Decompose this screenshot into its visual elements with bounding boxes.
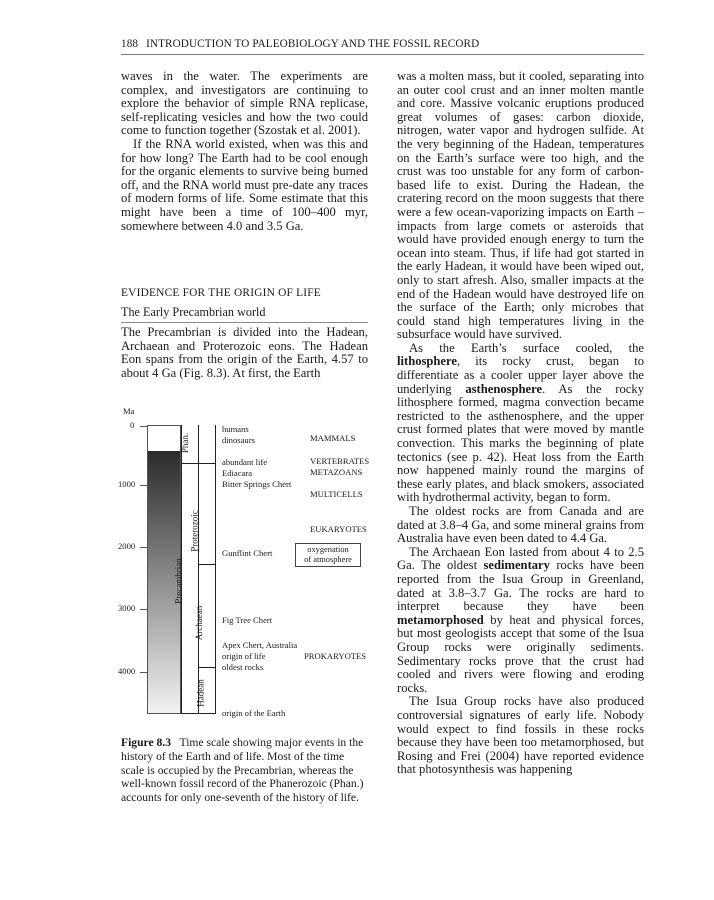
event-label: Bitter Springs Chert [222,479,292,489]
group-label: PROKARYOTES [304,651,367,661]
paragraph: The Precambrian is divided into the Hadean, Archaean and Proterozoic eons. The Hadean Eon spans from the origin of the Earth, 4.57 to about 4 Ga (Fig. 8.3). At first, the Earth [121,325,368,380]
tick-label: 4000 [118,666,136,676]
axis-label: Ma [123,406,135,416]
group-label: METAZOANS [310,467,363,477]
text-run: rocks have been reported from the Isua Group in Greenland, dated at 3.8–3.7 Ga. The rocks are hard to interpret because they have been [397,558,644,614]
era-label-precambrian: Precambrian [173,558,184,604]
left-column-top [121,70,368,233]
box-line: oxygenation [307,545,349,554]
text-run: . As the rocky lithosphere formed, magma convection became restricted to the asthenosphere, and the upper crust formed plates that were moved by mantle convection. This marks the beginning of plate tectonics (see p. 42). Heat loss from the Earth now happened mainly round the margins of these early plates, and black smokers, associated with hydrothermal activity, began to form. [397,381,644,505]
paragraph: The Isua Group rocks have also produced controversial signatures of early life. Nobody would expect to find fossils in these rocks because they have been too metamorphosed, but Rosing and Frei (2004) have reported evidence that photosynthesis was happening [397,694,644,777]
era-divider [198,667,216,668]
event-label: dinosaurs [222,435,255,445]
bold-term: sedimentary [483,558,550,573]
paragraph: waves in the water. The experiments are complex, and investigators are continuing to explore the behavior of simple RNA replicase, self-replicating vesicles and how the two could come to function together (Szostak et al. 2001). [121,69,368,138]
era-divider [215,425,216,714]
left-column-body [121,326,368,380]
group-label: MAMMALS [310,433,356,443]
paragraph [397,342,644,505]
event-label: origin of the Earth [222,708,286,718]
text-run: The Archaean Eon lasted from about 4 to 2.5 Ga. The oldest [397,544,644,573]
era-label-phan: Phan. [180,432,191,454]
text-run: , its rocky crust, began to differentiate as a cooler upper layer above the underlying [397,354,644,396]
era-label-archaean: Archaean [194,605,205,641]
figure-time-scale [110,406,380,730]
event-label: Apex Chert, Australia [222,640,298,650]
group-label: EUKARYOTES [310,524,367,534]
running-header [121,38,644,55]
paragraph [397,546,644,696]
event-label: oldest rocks [222,662,264,672]
bold-term: metamorphosed [397,612,484,627]
caption-text: Time scale showing major events in the history of the Earth and of life. Most of the time scale is occupied by the Precambrian, whereas the well-known fossil record of the Phanerozoic (Phan.) accounts for only one-seventh of the history of life. [121,736,364,805]
paragraph: The oldest rocks are from Canada and are dated at 3.8–4 Ga, and some mineral grains from Australia have even been dated to 4.4 Ga. [397,504,644,546]
event-label: Fig Tree Chert [222,615,273,625]
event-label: Ediacara [222,468,253,478]
event-label: origin of life [222,651,266,661]
caption-label: Figure 8.3 [121,736,172,749]
paragraph: was a molten mass, but it cooled, separating into an outer cool crust and an inner molten mantle and core. Massive volcanic eruptions produced great volumes of gases: carbon dioxide, nitrogen, water vapor and hydrogen sulfide. At the very beginning of the Hadean, temperatures on the Earth’s surface were too high, and the crust was too unstable for any form of carbon-based life to exist. During the Hadean, the cratering record on the moon suggests that there were a few ocean-vaporizing impacts on Earth – impacts from large comets or asteroids that would have provided enough energy to turn the ocean into steam. Thus, if life had got started in the early Hadean, it would have been wiped out, only to start afresh. Also, smaller impacts at the end of the Hadean would have destroyed life on the surface of the Earth; only microbes that could stand high temperatures living in the subsurface would have survived. [397,69,644,342]
page-number: 188 [121,38,139,50]
group-label: VERTEBRATES [310,456,370,466]
era-label-hadean: Hadean [195,679,206,707]
event-label: Gunflint Chert [222,548,273,558]
paragraph: If the RNA world existed, when was this and for how long? The Earth had to be cool enough for the organic elements to survive being burned off, and the RNA world must pre-date any traces of modern forms of life. Some estimate that this might have been a time of 100–400 myr, somewhere between 4.0 and 3.5 Ga. [121,136,368,233]
tick-label: 3000 [118,603,136,613]
tick-label: 1000 [118,479,136,489]
bold-term: lithosphere [397,354,457,369]
era-divider [198,564,216,565]
figure-caption [121,736,368,805]
text-run: by heat and physical forces, but most geologists accept that some of the Isua Group rocks were originally sediments. Sedimentary rocks prove that the crust had cooled and rivers were flowing and eroding rocks. [397,612,644,695]
subsection-heading: The Early Precambrian world [121,305,368,323]
text-run: As the Earth’s surface cooled, the [409,340,644,355]
group-label: MULTICELLS [310,489,363,499]
tick-label: 2000 [118,541,136,551]
event-label: humans [222,424,249,434]
box-line: of atmosphere [304,555,352,564]
bold-term: asthenosphere [465,381,543,396]
right-column [397,70,644,777]
era-divider [198,425,199,714]
section-heading: EVIDENCE FOR THE ORIGIN OF LIFE [121,287,321,299]
running-title: INTRODUCTION TO PALEOBIOLOGY AND THE FOSSIL RECORD [146,38,480,50]
tick-label: 0 [130,420,135,430]
event-label: abundant life [222,457,268,467]
era-divider [181,713,216,714]
era-divider [181,463,216,464]
era-label-proterozoic: Proterozoic [189,510,200,552]
oxygenation-box [295,543,361,567]
